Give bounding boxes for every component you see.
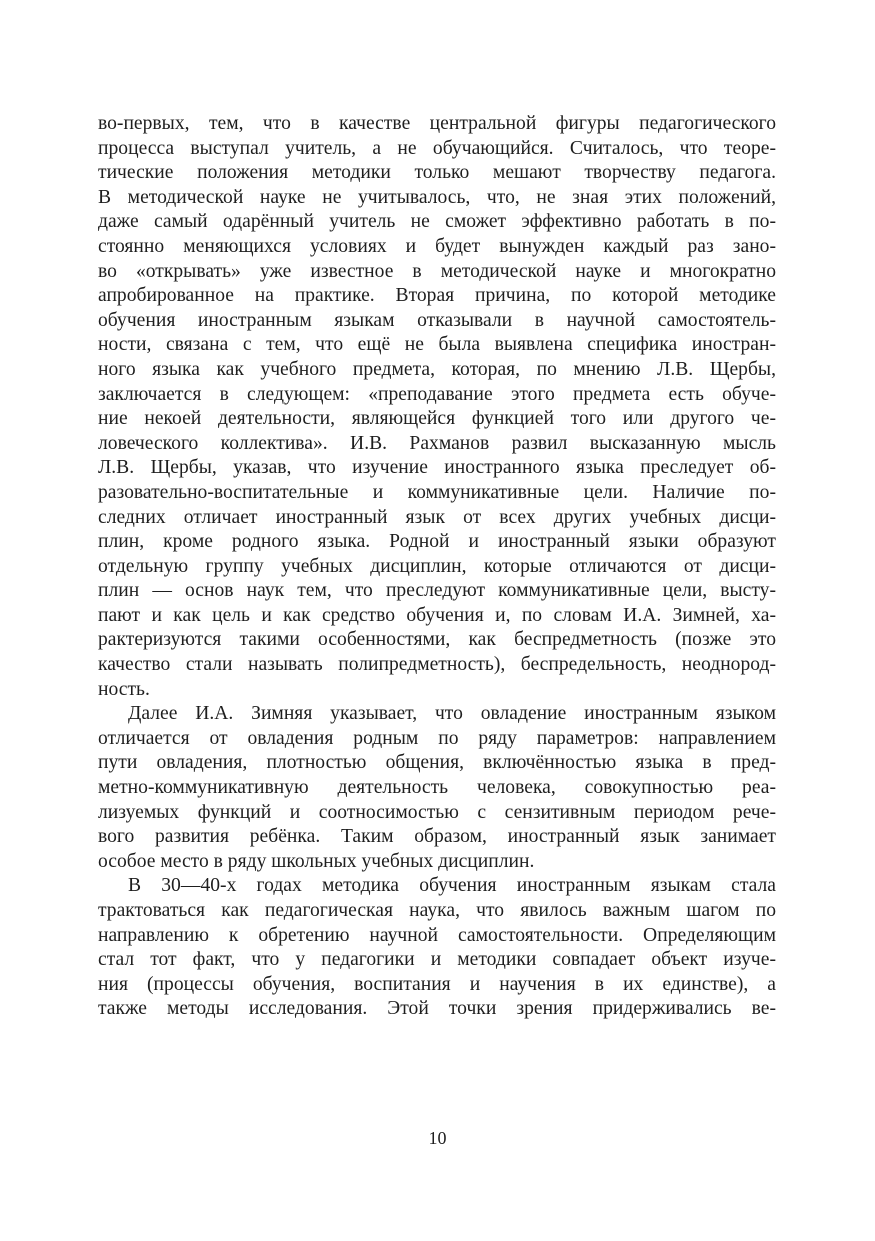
text-line: ность.	[98, 678, 150, 700]
page-number: 10	[428, 1128, 447, 1148]
text-line: во-первых, тем, что в качестве центральной фигуры педагогического	[98, 113, 776, 134]
text-line: метно-коммуникативную деятельность человека, совокупностью реа-	[98, 777, 776, 799]
text-line: лизуемых функций и соотносимостью с сензитивным периодом рече-	[98, 801, 776, 823]
text-line: заключается в следующем: «преподавание этого предмета есть обуче-	[98, 383, 776, 405]
paragraph-1	[98, 112, 776, 702]
text-line: Далее И.А. Зимняя указывает, что овладение иностранным языком	[128, 703, 776, 725]
text-line: следних отличает иностранный язык от всех других учебных дисци-	[98, 506, 776, 528]
text-line: во «открывать» уже известное в методической науке и многократно	[98, 260, 776, 282]
text-line: отдельную группу учебных дисциплин, которые отличаются от дисци-	[98, 555, 776, 577]
text-line: обучения иностранным языкам отказывали в научной самостоятель-	[98, 309, 776, 331]
text-line: ности, связана с тем, что ещё не была выявлена специфика иностран-	[98, 334, 776, 356]
text-line: разовательно-воспитательные и коммуникативные цели. Наличие по-	[98, 481, 776, 503]
text-line: плин — основ наук тем, что преследуют коммуникативные цели, высту-	[98, 580, 776, 602]
text-line: также методы исследования. Этой точки зрения придерживались ве-	[98, 998, 776, 1020]
text-line: стоянно меняющихся условиях и будет вынужден каждый раз зано-	[98, 235, 776, 257]
text-line: ние некоей деятельности, являющейся функцией того или другого че-	[98, 408, 776, 430]
text-line: направлению к обретению научной самостоятельности. Определяющим	[98, 924, 776, 946]
text-line: пути овладения, плотностью общения, включённостью языка в пред-	[98, 752, 776, 774]
text-line: плин, кроме родного языка. Родной и иностранный языки образуют	[98, 531, 776, 553]
text-line: особое место в ряду школьных учебных дисциплин.	[98, 850, 535, 872]
text-line: В методической науке не учитывалось, что, не зная этих положений,	[98, 186, 776, 208]
text-line: пают и как цель и как средство обучения и, по словам И.А. Зимней, ха-	[98, 604, 776, 626]
text-line: апробированное на практике. Вторая причина, по которой методике	[98, 285, 776, 307]
text-line: ния (процессы обучения, воспитания и научения в их единстве), а	[98, 973, 776, 995]
paragraph-2	[98, 702, 776, 874]
text-line: качество стали называть полипредметность), беспредельность, неоднород-	[98, 654, 776, 676]
text-line: стал тот факт, что у педагогики и методики совпадает объект изуче-	[98, 949, 776, 971]
text-line: процесса выступал учитель, а не обучающийся. Считалось, что теоре-	[98, 137, 776, 159]
text-line: тические положения методики только мешают творчеству педагога.	[98, 162, 776, 184]
text-line: вого развития ребёнка. Таким образом, иностранный язык занимает	[98, 826, 776, 848]
text-line: отличается от овладения родным по ряду параметров: направлением	[98, 727, 776, 749]
body-text	[98, 112, 776, 1022]
text-line: Л.В. Щербы, указав, что изучение иностранного языка преследует об-	[98, 457, 776, 479]
text-line: В 30—40-х годах методика обучения иностранным языкам стала	[128, 875, 776, 897]
paragraph-3	[98, 874, 776, 1022]
text-line: рактеризуются такими особенностями, как беспредметность (позже это	[98, 629, 776, 651]
text-line: ного языка как учебного предмета, которая, по мнению Л.В. Щербы,	[98, 358, 776, 380]
text-line: ловеческого коллектива». И.В. Рахманов развил высказанную мысль	[98, 432, 776, 454]
text-line: трактоваться как педагогическая наука, что явилось важным шагом по	[98, 900, 776, 921]
text-line: даже самый одарённый учитель не сможет эффективно работать в по-	[98, 211, 776, 233]
